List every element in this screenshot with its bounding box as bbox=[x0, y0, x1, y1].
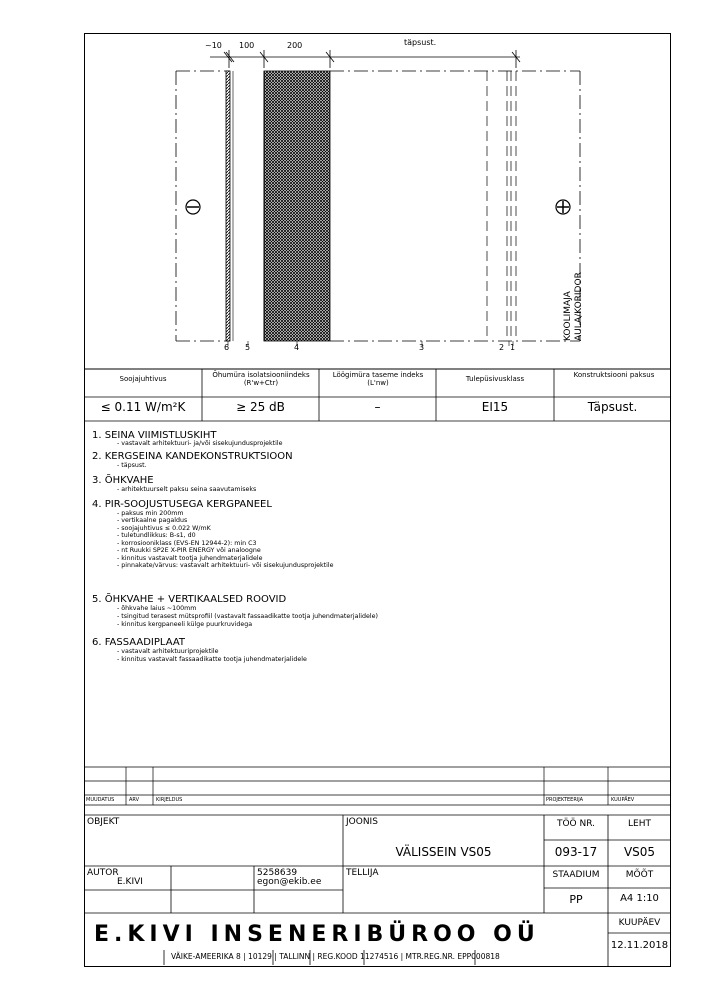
room-label-aula: AULA/KORIDOR bbox=[574, 272, 584, 341]
note-4-line: - kinnitus vastavalt tootja juhendmaterjalidele bbox=[117, 555, 263, 562]
kuupaev-value: 12.11.2018 bbox=[610, 940, 669, 951]
note-4-line: - tuletundlikkus: B-s1, d0 bbox=[117, 532, 196, 539]
note-3-title: 3. ÕHKVAHE bbox=[92, 475, 154, 486]
objekt-label: OBJEKT bbox=[87, 817, 120, 827]
leht-label: LEHT bbox=[628, 819, 651, 829]
autor-label: AUTOR bbox=[87, 868, 119, 878]
room-label-koolimaja: KOOLIMAJA bbox=[563, 291, 573, 341]
layer-number-4: 4 bbox=[294, 343, 300, 352]
note-4-line: - nt Ruukki SP2E X-PIR ENERGY või analoogne bbox=[117, 547, 261, 554]
note-4-line: - vertikaalne pagaldus bbox=[117, 517, 188, 524]
prop-label-fire: Tulepüsivusklass bbox=[465, 375, 525, 383]
note-6-line: - vastavalt arhitektuuriprojektile bbox=[117, 648, 219, 655]
prop-label-thermal: Soojajuhtivus bbox=[119, 375, 167, 383]
layer-number-3: 3 bbox=[419, 343, 425, 352]
drawing-title: VÄLISSEIN VS05 bbox=[395, 845, 492, 859]
note-2-title: 2. KERGSEINA KANDEKONSTRUKTSIOON bbox=[92, 451, 293, 462]
note-4-line: - paksus min 200mm bbox=[117, 510, 184, 517]
note-1-line: - vastavalt arhitektuuri- ja/või sisekujundusprojektile bbox=[117, 440, 283, 447]
layer-number-2: 2 bbox=[499, 343, 505, 352]
prop-value-thickness: Täpsust. bbox=[587, 400, 638, 414]
prop-label-airborne: Õhumüra isolatsiooniindeks (R'w+Ctr) bbox=[212, 371, 310, 387]
prop-value-fire: EI15 bbox=[481, 400, 509, 414]
prop-value-impact: – bbox=[374, 400, 381, 414]
prop-label-thickness: Konstruktsiooni paksus bbox=[573, 371, 655, 379]
note-4-line: - soojajuhtivus ≤ 0.022 W/mK bbox=[117, 525, 211, 532]
note-5-line: - õhkvahe laius ~100mm bbox=[117, 605, 197, 612]
prop-value-thermal: ≤ 0.11 W/m²K bbox=[100, 400, 186, 414]
revision-col-change: MUUDATUS bbox=[86, 797, 115, 803]
moot-value: A4 1:10 bbox=[620, 893, 659, 904]
revision-col-count: ARV bbox=[129, 797, 140, 803]
note-4-line: - pinnakate/värvus: vastavalt arhitektuuri- või sisekujundusprojektile bbox=[117, 562, 334, 569]
too-nr-value: 093-17 bbox=[554, 845, 598, 859]
autor-value: E.KIVI bbox=[117, 877, 143, 887]
company-address: VÄIKE-AMEERIKA 8 | 10129 | TALLINN | REG.KOOD 11274516 | MTR.REG.NR. EPP000818 bbox=[171, 952, 500, 961]
note-6-line: - kinnitus vastavalt fassaadikatte tootja juhendmaterjalidele bbox=[117, 656, 307, 663]
too-nr-label: TÖÖ NR. bbox=[556, 819, 596, 829]
note-6-title: 6. FASSAADIPLAAT bbox=[92, 637, 186, 648]
moot-label: MÕÕT bbox=[625, 870, 654, 880]
staadium-label: STAADIUM bbox=[552, 870, 600, 880]
dim-panel: 200 bbox=[287, 41, 303, 50]
tellija-label: TELLIJA bbox=[346, 868, 379, 878]
note-5-line: - kinnitus kergpaneeli külge puurkruvidega bbox=[117, 621, 253, 628]
layer-number-6: 6 bbox=[224, 343, 230, 352]
joonis-label: JOONIS bbox=[346, 817, 378, 827]
dim-air-gap: 100 bbox=[239, 41, 255, 50]
note-5-line: - tsingitud terasest mütsprofiil (vastavalt fassaadikatte tootja juhendmaterjalidele) bbox=[117, 613, 378, 620]
layer-number-5: 5 bbox=[245, 343, 251, 352]
dim-air-gap-small: ~10 bbox=[205, 41, 222, 50]
phone-number: 5258639 bbox=[257, 868, 298, 878]
email-address: egon@ekib.ee bbox=[257, 877, 322, 887]
prop-label-impact: Löögimüra taseme indeks (L'nw) bbox=[332, 371, 424, 387]
revision-col-description: KIRJELDUS bbox=[156, 797, 183, 803]
note-3-line: - arhitektuurselt paksu seina saavutamiseks bbox=[117, 486, 257, 493]
prop-value-airborne: ≥ 25 dB bbox=[236, 400, 285, 414]
note-1-title: 1. SEINA VIIMISTLUSKIHT bbox=[92, 430, 217, 441]
staadium-value: PP bbox=[569, 893, 583, 906]
note-2-line: - täpsust. bbox=[117, 462, 147, 469]
dim-specify: täpsust. bbox=[404, 38, 437, 47]
layer-number-1: 1 bbox=[510, 343, 516, 352]
revision-col-designer: PROJEKTEERIJA bbox=[546, 797, 584, 803]
revision-col-date: KUUPÄEV bbox=[611, 797, 635, 803]
note-5-title: 5. ÕHKVAHE + VERTIKAALSED ROOVID bbox=[92, 594, 287, 605]
company-name: E.KIVI INSENERIBÜROO OÜ bbox=[94, 922, 540, 947]
note-4-title: 4. PIR-SOOJUSTUSEGA KERGPANEEL bbox=[92, 499, 272, 510]
note-4-line: - korrosiooniklass (EVS-EN 12944-2): min C3 bbox=[117, 540, 257, 547]
leht-value: VS05 bbox=[623, 845, 656, 859]
kuupaev-label: KUUPÄEV bbox=[618, 918, 661, 928]
